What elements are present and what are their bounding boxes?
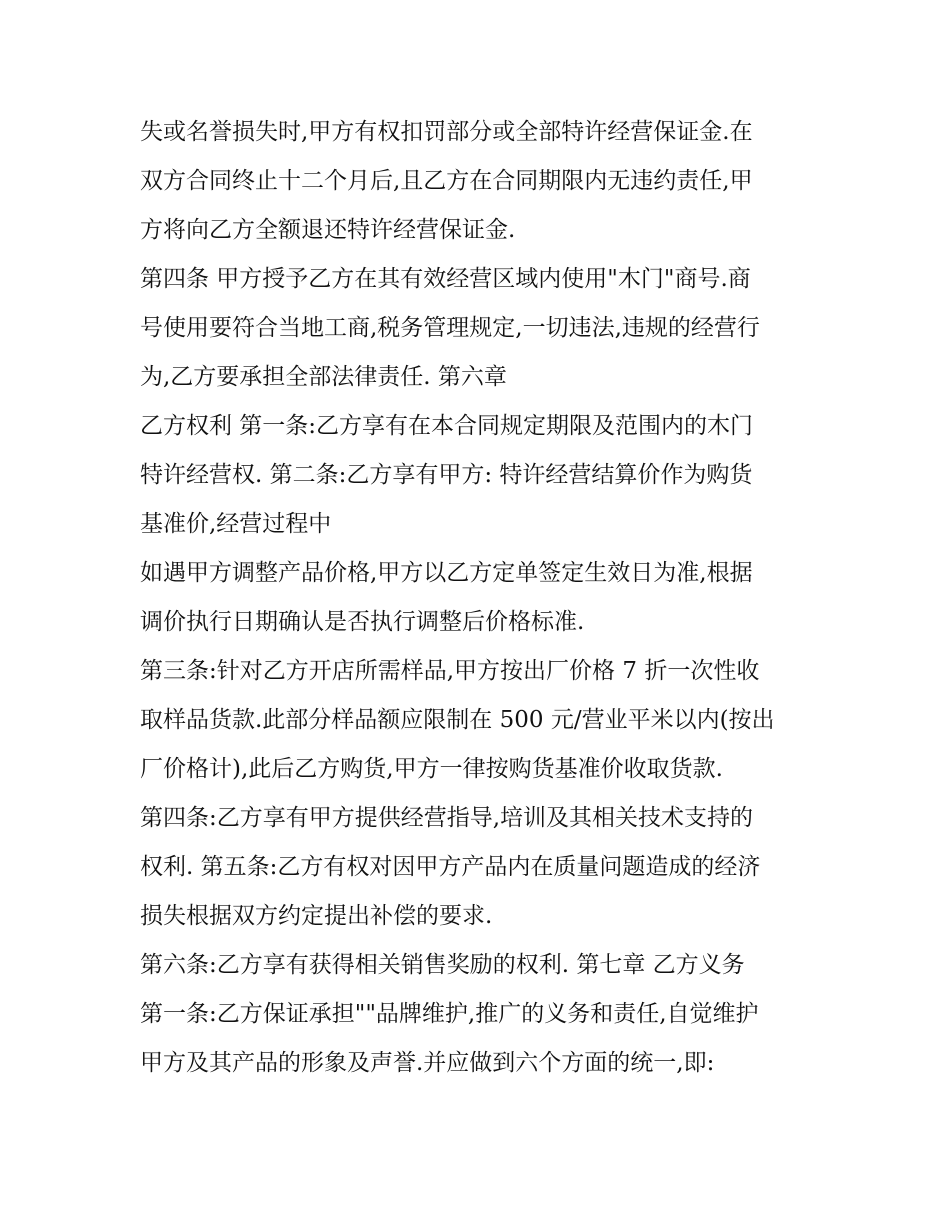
text-line: 第四条:乙方享有甲方提供经营指导,培训及其相关技术支持的 bbox=[140, 805, 754, 831]
text-line: 特许经营权. 第二条:乙方享有甲方: 特许经营结算价作为购货 bbox=[140, 462, 753, 488]
text-line: 失或名誉损失时,甲方有权扣罚部分或全部特许经营保证金.在 bbox=[140, 119, 753, 145]
text-line: 第六条:乙方享有获得相关销售奖励的权利. 第七章 乙方义务 bbox=[140, 952, 745, 978]
text-line: 第三条:针对乙方开店所需样品,甲方按出厂价格 7 折一次性收 bbox=[140, 658, 760, 684]
text-line: 如遇甲方调整产品价格,甲方以乙方定单签定生效日为准,根据 bbox=[140, 560, 753, 586]
text-line: 权利. 第五条:乙方有权对因甲方产品内在质量问题造成的经济 bbox=[140, 854, 761, 880]
text-line: 损失根据双方约定提出补偿的要求. bbox=[140, 903, 493, 929]
text-line: 方将向乙方全额退还特许经营保证金. bbox=[140, 217, 516, 243]
text-line: 甲方及其产品的形象及声誉.并应做到六个方面的统一,即: bbox=[140, 1050, 715, 1076]
text-line: 乙方权利 第一条:乙方享有在本合同规定期限及范围内的木门 bbox=[140, 413, 754, 439]
text-line: 双方合同终止十二个月后,且乙方在合同期限内无违约责任,甲 bbox=[140, 168, 753, 194]
text-line: 取样品货款.此部分样品额应限制在 500 元/营业平米以内(按出 bbox=[140, 707, 775, 733]
text-line: 调价执行日期确认是否执行调整后价格标准. bbox=[140, 609, 585, 635]
text-line: 号使用要符合当地工商,税务管理规定,一切违法,违规的经营行 bbox=[140, 315, 760, 341]
text-line: 为,乙方要承担全部法律责任. 第六章 bbox=[140, 364, 507, 390]
text-line: 第一条:乙方保证承担""品牌维护,推广的义务和责任,自觉维护 bbox=[140, 1001, 759, 1027]
text-line: 厂价格计),此后乙方购货,甲方一律按购货基准价收取货款. bbox=[140, 756, 723, 782]
text-line: 第四条 甲方授予乙方在其有效经营区域内使用"木门"商号.商 bbox=[140, 266, 751, 292]
text-line: 基准价,经营过程中 bbox=[140, 511, 332, 537]
document-body bbox=[140, 108, 820, 1088]
